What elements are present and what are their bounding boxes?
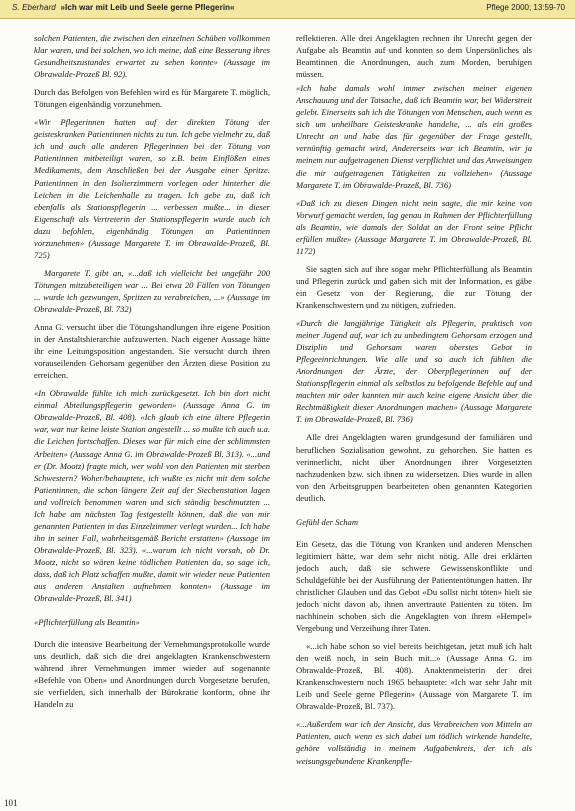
quote-paragraph: «In Obrawalde fühlte ich mich zurückgesetzt. Ich bin dort nicht einmal Abteilungspflegerin geworden» (Aussage Anna G. im Obrawalde-Prozeß, Bl. 408). «Ich glaub ich eine ältere Pflegerin war, war nur keine leiste Station angestellt ... so mußte ich auch u.a. die Leichen fortschaffen. Dieses war für mich eine der schlimmsten Arbeiten» (Aussage Anna G. im Obrawalde-Prozeß Bl. 313). «...und er (Dr. Mootz) fragte mich, wer wohl von den Patienten mit sterben Schwestern? Woher/behauptete, ich wußte es nicht mit dem solche Patientinnen, die schon längere Zeit auf der Siechenstation lagen und vollreich benommen waren und sich ständig beschmutzten ... Ich habe am nächsten Tag festgestellt können, daß die von mir genannten Patienten in das Einzelzimmer verlegt wurden... Ich habe ihn in seiner Fall, wahrheitsgemäß Bericht erstatten» (Aussage im Obrawalde-Prozeß, Bl. 323). «...warum ich nicht vorsah, ob Dr. Mootz, nicht so wären keine tödlichen Patienten da, so sage ich, dass, daß ich Platz schaffen mußte, damit wir wieder neue Patienten aus anderen Anstalten aufnehmen konnten» (Aussage im Obrawalde-Prozeß, Bl. 341) [34, 388, 270, 604]
quote-paragraph: solchen Patienten, die zwischen den einzelnen Schüben vollkommen klar waren, und bei solchen, wo ich meine, daß eine Besserung ihres Gesundheitszustandes erwartet zu sehen konnte» (Aussage im Obrawalde-Prozeß Bl. 92). [34, 33, 270, 80]
running-header [0, 0, 575, 19]
left-column [34, 32, 270, 802]
header-article-title: »Ich war mit Leib und Seele gerne Pflegerin« [60, 3, 235, 12]
quote-paragraph: «...Außerdem war ich der Ansicht, das Verabreichen von Mitteln an Patienten, auch wenn es sich dabei um tödlich wirkende handelte, gehöre vollständig in meinem Aufgabenkreis, der ich als weisungsgebundene Krankenpfle- [296, 719, 532, 766]
body-paragraph: Durch die intensive Bearbeitung der Vernehmungsprotokolle wurde uns deutlich, daß sich die drei angeklagten Krankenschwestern während ihrer Vernehmungen immer wieder auf sogenannte «Befehle von Oben» und Anordnungen durch Vorgesetzte berufen, sie verfielden, sich innerhalb der Bürokratie konform, ohne ihr Handeln zu [34, 639, 270, 710]
quote-paragraph: «Daß ich zu diesen Dingen nicht nein sagte, die mir keine von Vorwurf gemacht werden, lag genau in Rahmen der Pflichterfüllung als Beamtin, wie damals der Soldat an der Front seine Pflicht erfüllen mußte» (Aussage Margarete T. im Obrawalde-Prozeß, Bl. 1172) [296, 197, 532, 256]
body-paragraph: Sie sagten sich auf ihre sogar mehr Pflichterfüllung als Beamtin und Pflegerin zurück und gaben sich mit der Information, es gäbe ein Gesetz von der Regierung, die zur Tötung der Krankenschwestern und zu nötigen, zufrieden. [296, 263, 532, 310]
header-journal-ref: Pflege 2000; 13:59-70 [486, 3, 565, 12]
right-column [296, 32, 532, 802]
body-paragraph: «...ich habe schon so viel bereits beichtgetan, jetzt muß ich halt den weiß noch, in sein Buch mit...» (Aussage Anna G. im Obrawalde-Prozeß, Bl. 408). Anaktenmeisterin der drei Krankenschwestern noch 1965 behauptete: «Ich war sehr Jahr mit Leib und Seele gerne Pflegerin» (Aussage von Margarete T. im Obrawalde-Prozeß, Bl. 737). [296, 641, 532, 712]
body-paragraph: Anna G. versucht über die Tötungshandlungen ihre eigene Position in der Anstaltshierarchie aufzuwerten. Nach eigener Aussage hätte ihr eine Leitungsposition angestanden. Sie versucht durch ihren vorauseilenden Gehorsam gegenüber den Ärzten diese Position zu erreichen. [34, 322, 270, 381]
section-heading: Gefühl der Scham [296, 516, 359, 527]
section-heading: «Pflichterfüllung als Beamtin» [34, 617, 140, 628]
page-number: 101 [4, 798, 18, 808]
body-paragraph: reflektieren. Alle drei Angeklagten rechnen ihr Unrecht gegen der Aufgabe als Beamtin auf und konnten so dem Unpersönliches als Beamtinnen die Anordnungen, auch zum Morden, beruhigen müssen. [296, 33, 532, 80]
body-paragraph: Durch das Befolgen von Befehlen wird es für Margarete T. möglich, Tötungen eigenhändig vorzunehmen. [34, 87, 270, 110]
quote-paragraph: «Durch die langjährige Tätigkeit als Pflegerin, praktisch von meiner Jugend auf, war ich zu unbedingtem Gehorsam erzogen und Disziplin und Gehorsam waren oberstes Gebot in Pflegeeinrichtungen. Wie alle und so auch ich fühlten die Anordnungen der Ärzte, der Oberpflegerinnen auf der Stationspflegerin einmal als selbstlos zu befolgende Befehle auf und machten mir oder kannten mir auch keine eigene Ansicht über die Rechtmäßigkeit dieser Anordnungen machen» (Aussage Margarete T. im Obrawalde-Prozeß, Bl. 736) [296, 318, 532, 425]
body-paragraph: Ein Gesetz, das die Tötung von Kranken und anderen Menschen legitimiert hätte, war dem sehr nicht nötig. Alle drei erklärten jedoch auch, daß sie schwere Gewissenskonflikte und Schuldgefühle bei der Ausführung der Patiententötungen hatten. Ihr christlicher Glauben und das Gebot «Du sollst nicht töten» hielt sie jedoch nicht davon ab, ihnen anvertraute Patienten zu töten. Im nachhinein schoben sich die Angeklagten von ihrem «Hempel» Vergebung und Verzeihung ihrer Taten. [296, 538, 532, 634]
header-author: S. Eberhard [12, 3, 56, 12]
header-left [12, 3, 235, 12]
quote-paragraph: «Wir Pflegerinnen hatten auf der direkten Tötung der geisteskranken Patientinnen nichts zu tun. Ich gebe vielmehr zu, daß ich und auch alle anderen Pflegerinnen bei der Tötung von Patientinnen mitbeteiligt waren, so z.B. beim Einflößen eines Medikaments, dem Anschließen bei der Ausgabe einer Spritze. Patientinnen in den Isolierzimmern vorlegen oder hinterher die Leichen in die Leichenhalle zu tragen. Ich gebe zu, daß ich ebenfalls als Stationspflegerin ... verbessen mußte... in dieser Eigenschaft als Vertreterin der Stationspflegerin wurde auch ich dazu befohlen, eigenhändig Tötungen an Patientinnen vorzunehmen» (Aussage Margarete T. im Obrawalde-Prozeß, Bl. 725) [34, 117, 270, 260]
quote-paragraph: «Ich habe damals wohl immer zwischen meiner eigenen Anschauung und der Tatsache, daß ich Beamtin war, bei Widerstreit gelebt. Einerseits sah ich die Tötungen von Menschen, auch wenn es sich um unheilbare Geisteskranke handelte, ... als ein großes Unrecht an und habe das für gegenüber der Frage gestellt, vernünftig gemacht wird, Andererseits war ich Beamtin, wir ja meinem nur aufgetragenen Dienst verpflichtet und das Anweisungen die mir aufgetragenen Tätigkeiten zu vollziehen» (Aussage Margarete T. im Obrawalde-Prozeß, Bl. 736) [296, 83, 532, 190]
body-paragraph: Alle drei Angeklagten waren grundgesund der familiären und beruflichen Sozialisation gewohnt, zu gehorchen. Sie hatten es verinnerlicht, nicht über Anordnungen ihrer Vorgesetzten nachzudenken bzw. sich ihnen zu widersetzen. Dies wurde in allen von den Arbeitsgruppen bearbeiteten oben genannten Kategorien deutlich. [296, 432, 532, 503]
quote-paragraph: Margarete T. gibt an, «...daß ich vielleicht bei ungefähr 200 Tötungen mitzubeteiligen war ... Bei etwa 20 Fällen von Tötungen ... wurde ich gezwungen, Spritzen zu verabreichen, ...» (Aussage im Obrawalde-Prozeß, Bl. 732) [34, 267, 270, 314]
